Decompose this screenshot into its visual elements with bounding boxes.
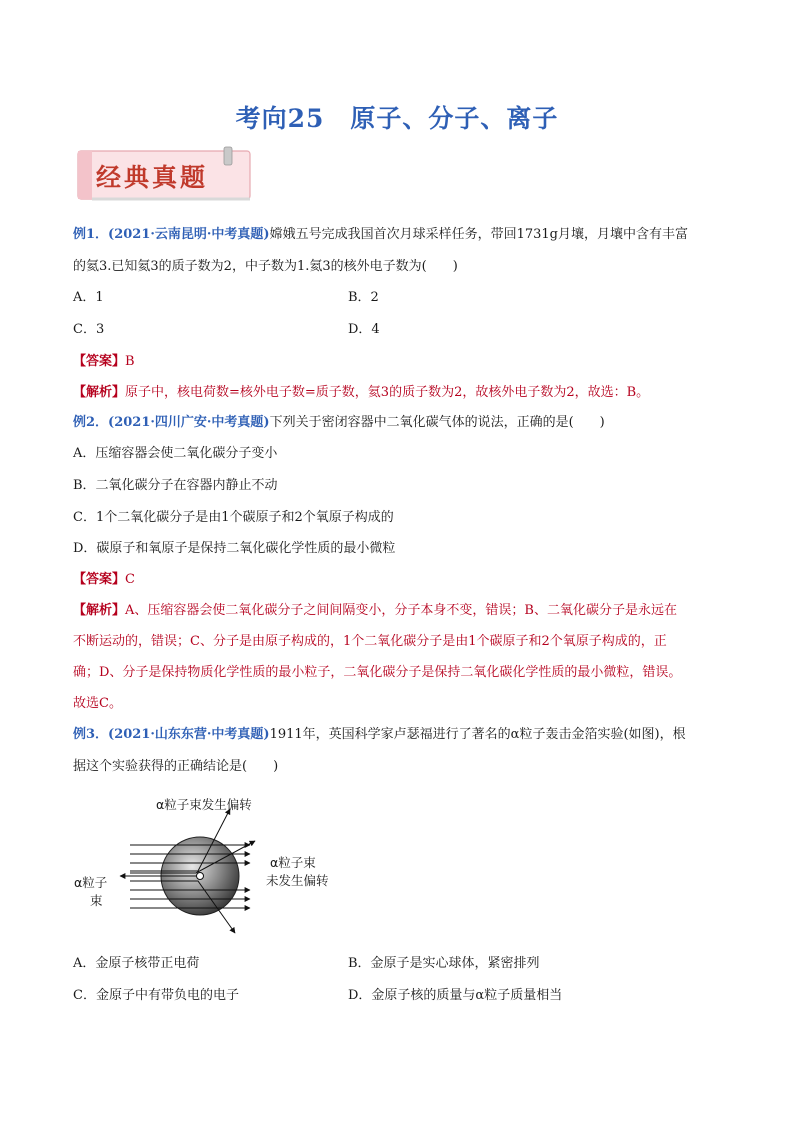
q3-option-c: C．金原子中有带负电的电子 bbox=[73, 988, 239, 1003]
q2-analysis-line2: 不断运动的，错误；C、分子是由原子构成的，1个二氧化碳分子是由1个碳原子和2个氧原子构成的，正 bbox=[73, 634, 667, 649]
q1-source: (2021·云南昆明·中考真题) bbox=[108, 227, 270, 242]
q2-option-d: D．碳原子和氧原子是保持二氧化碳化学性质的最小微粒 bbox=[73, 541, 396, 556]
q2-analysis-text1: A、压缩容器会使二氧化碳分子之间间隔变小，分子本身不变，错误；B、二氧化碳分子是永远在 bbox=[125, 603, 677, 618]
label-alpha-2: 束 bbox=[90, 893, 103, 908]
q1-answer-label: 【答案】 bbox=[73, 354, 126, 369]
gold-atom-diagram bbox=[70, 793, 360, 943]
title-prefix: 考向25 bbox=[235, 104, 325, 133]
q2-analysis-line3: 确；D、分子是保持物质化学性质的最小粒子，二氧化碳分子是保持二氧化碳化学性质的最小微粒，错误。 bbox=[73, 665, 682, 680]
rutherford-figure bbox=[70, 793, 360, 943]
q3-source: (2021·山东东营·中考真题) bbox=[108, 727, 270, 742]
q1-option-b: B．2 bbox=[348, 290, 379, 305]
q1-stem-line2: 的氦3.已知氦3的质子数为2，中子数为1.氦3的核外电子数为( ) bbox=[73, 259, 458, 274]
banner-text: 经典真题 bbox=[96, 163, 209, 192]
q2-option-c: C．1个二氧化碳分子是由1个碳原子和2个氧原子构成的 bbox=[73, 510, 394, 525]
label-undeflected-2: 未发生偏转 bbox=[266, 873, 329, 888]
label-alpha-1: α粒子 bbox=[74, 875, 108, 890]
q1-option-c: C．3 bbox=[73, 322, 105, 337]
q2-answer-label: 【答案】 bbox=[73, 572, 126, 587]
q2-analysis-line1 bbox=[73, 603, 677, 619]
q2-source: (2021·四川广安·中考真题) bbox=[108, 415, 270, 430]
q2-answer bbox=[73, 572, 135, 588]
q3-label: 例3． bbox=[73, 727, 109, 742]
q2-answer-value: C bbox=[125, 572, 135, 587]
q1-analysis-text: 原子中，核电荷数=核外电子数=质子数，氦3的质子数为2，故核外电子数为2，故选：B。 bbox=[125, 385, 650, 400]
q3-stem-line1 bbox=[73, 727, 686, 743]
q1-option-a: A．1 bbox=[73, 290, 104, 305]
q1-label: 例1． bbox=[73, 227, 109, 242]
q1-analysis bbox=[73, 385, 649, 401]
q3-option-d: D．金原子核的质量与α粒子质量相当 bbox=[348, 988, 563, 1003]
q3-option-b: B．金原子是实心球体，紧密排列 bbox=[348, 956, 540, 971]
q1-answer-value: B bbox=[125, 354, 135, 369]
q3-stem-line2: 据这个实验获得的正确结论是( ) bbox=[73, 759, 279, 774]
q2-text1: 下列关于密闭容器中二氧化碳气体的说法，正确的是( ) bbox=[269, 415, 605, 430]
title-topic: 原子、分子、离子 bbox=[350, 104, 559, 133]
nucleus bbox=[197, 873, 204, 880]
q2-option-b: B．二氧化碳分子在容器内静止不动 bbox=[73, 478, 278, 493]
label-undeflected-1: α粒子束 bbox=[270, 855, 316, 870]
q3-text1: 1911年，英国科学家卢瑟福进行了著名的α粒子轰击金箔实验(如图)，根 bbox=[269, 727, 686, 742]
label-deflected: α粒子束发生偏转 bbox=[156, 797, 252, 812]
q2-label: 例2． bbox=[73, 415, 109, 430]
q2-stem bbox=[73, 415, 605, 431]
q1-text1: 嫦娥五号完成我国首次月球采样任务，带回1731g月壤，月壤中含有丰富 bbox=[269, 227, 688, 242]
q2-analysis-label: 【解析】 bbox=[73, 603, 126, 618]
q2-analysis-line4: 故选C。 bbox=[73, 696, 122, 711]
q3-option-a: A．金原子核带正电荷 bbox=[73, 956, 200, 971]
page-title bbox=[0, 99, 794, 135]
q1-analysis-label: 【解析】 bbox=[73, 385, 126, 400]
q2-option-a: A．压缩容器会使二氧化碳分子变小 bbox=[73, 446, 278, 461]
q1-stem-line1 bbox=[73, 227, 688, 243]
q1-answer bbox=[73, 354, 135, 370]
q1-option-d: D．4 bbox=[348, 322, 380, 337]
